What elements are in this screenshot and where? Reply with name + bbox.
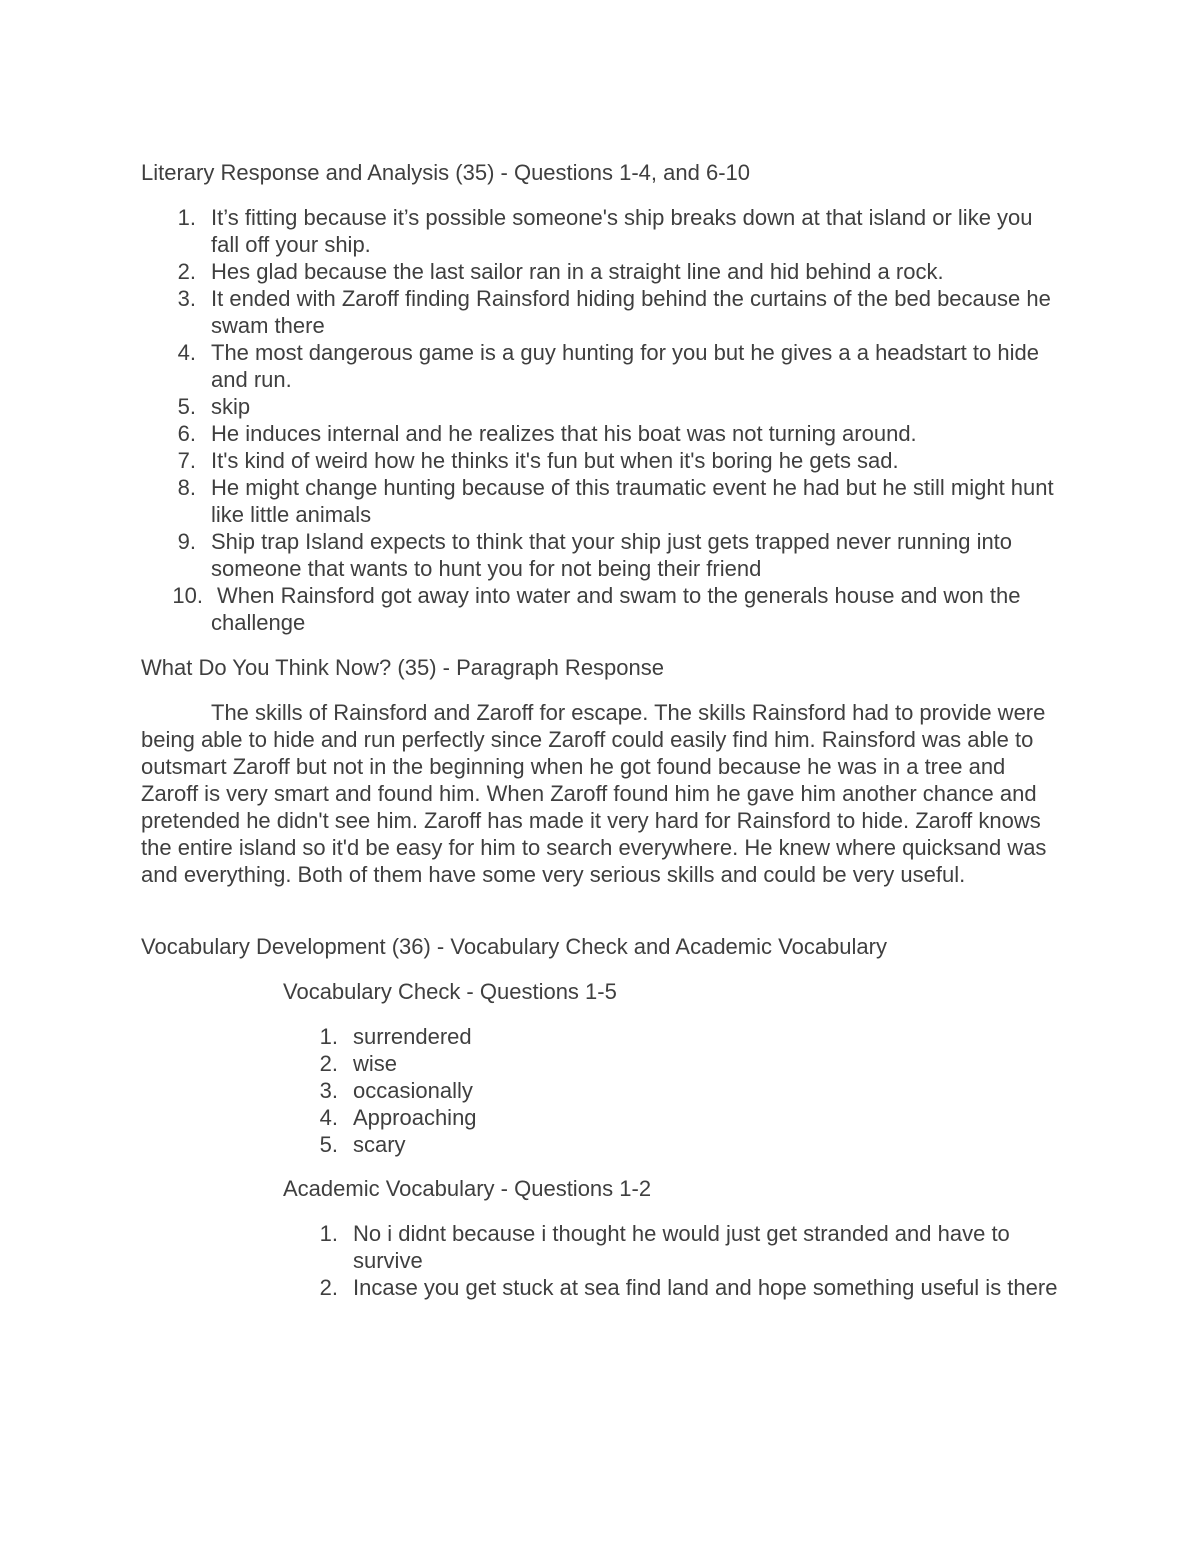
item-number: 2. [319,1275,338,1300]
list-item [283,1077,1063,1104]
item-number: 1. [177,205,196,230]
list-item [141,474,1056,528]
list-item [283,1220,1063,1274]
item-text: He induces internal and he realizes that his boat was not turning around. [211,421,917,446]
item-text: skip [211,394,251,419]
item-number: 8. [177,475,196,500]
list-item [141,285,1056,339]
academic-vocabulary-heading: Academic Vocabulary - Questions 1-2 [283,1176,652,1201]
list-item [141,258,1056,285]
vocabulary-development-heading: Vocabulary Development (36) - Vocabulary Check and Academic Vocabulary [141,934,887,959]
item-text: It’s fitting because it’s possible someone's ship breaks down at that island or like you fall off your ship. [211,205,1033,257]
vocabulary-check-heading: Vocabulary Check - Questions 1-5 [283,979,617,1004]
item-number: 2. [177,259,196,284]
list-item [141,204,1056,258]
item-text: Incase you get stuck at sea find land and hope something useful is there [353,1275,1058,1300]
academic-vocabulary-list [283,1220,1063,1301]
item-text: Ship trap Island expects to think that your ship just gets trapped never running into someone that wants to hunt you for not being their friend [211,529,1013,581]
item-text: It's kind of weird how he thinks it's fun but when it's boring he gets sad. [211,448,899,473]
list-item [141,582,1056,636]
item-text: wise [353,1051,398,1076]
list-item [283,1023,1063,1050]
item-number: 10. [172,583,203,608]
list-item [283,1274,1063,1301]
list-item [283,1131,1063,1158]
list-item [141,420,1056,447]
item-number: 2. [319,1051,338,1076]
list-item [283,1104,1063,1131]
list-item [141,393,1056,420]
item-number: 3. [177,286,196,311]
item-text: The most dangerous game is a guy hunting for you but he gives a a headstart to hide and run. [211,340,1039,392]
item-text: surrendered [353,1024,472,1049]
item-text: It ended with Zaroff finding Rainsford hiding behind the curtains of the bed because he swam there [211,286,1051,338]
item-text: Hes glad because the last sailor ran in a straight line and hid behind a rock. [211,259,944,284]
item-text: scary [353,1132,406,1157]
vocabulary-check-list [283,1023,1063,1158]
item-text: He might change hunting because of this traumatic event he had but he still might hunt like little animals [211,475,1054,527]
literary-response-heading: Literary Response and Analysis (35) - Questions 1-4, and 6-10 [141,160,750,185]
list-item [141,528,1056,582]
item-number: 7. [177,448,196,473]
item-number: 4. [319,1105,338,1130]
item-number: 5. [177,394,196,419]
item-text: occasionally [353,1078,473,1103]
literary-answers-list [141,204,1056,636]
item-number: 1. [319,1221,338,1246]
item-text: No i didnt because i thought he would just get stranded and have to survive [353,1221,1010,1273]
item-text: Approaching [353,1105,477,1130]
item-number: 5. [319,1132,338,1157]
paragraph-response: The skills of Rainsford and Zaroff for escape. The skills Rainsford had to provide were being able to hide and run perfectly since Zaroff could easily find him. Rainsford was able to outsmart Zaroff but not in the beginning when he got found because he was in a tree and Zaroff is very smart and found him. When Zaroff found him he gave him another chance and pretended he didn't see him. Zaroff has made it very hard for Rainsford to hide. Zaroff knows the entire island so it'd be easy for him to search everywhere. He knew where quicksand was and everything. Both of them have some very serious skills and could be very useful. [141,700,1047,887]
what-do-you-think-heading: What Do You Think Now? (35) - Paragraph Response [141,655,664,680]
item-number: 4. [177,340,196,365]
item-text: When Rainsford got away into water and swam to the generals house and won the challenge [211,583,1021,635]
list-item [141,447,1056,474]
item-number: 1. [319,1024,338,1049]
list-item [141,339,1056,393]
item-number: 6. [177,421,196,446]
item-number: 9. [177,529,196,554]
item-number: 3. [319,1078,338,1103]
list-item [283,1050,1063,1077]
